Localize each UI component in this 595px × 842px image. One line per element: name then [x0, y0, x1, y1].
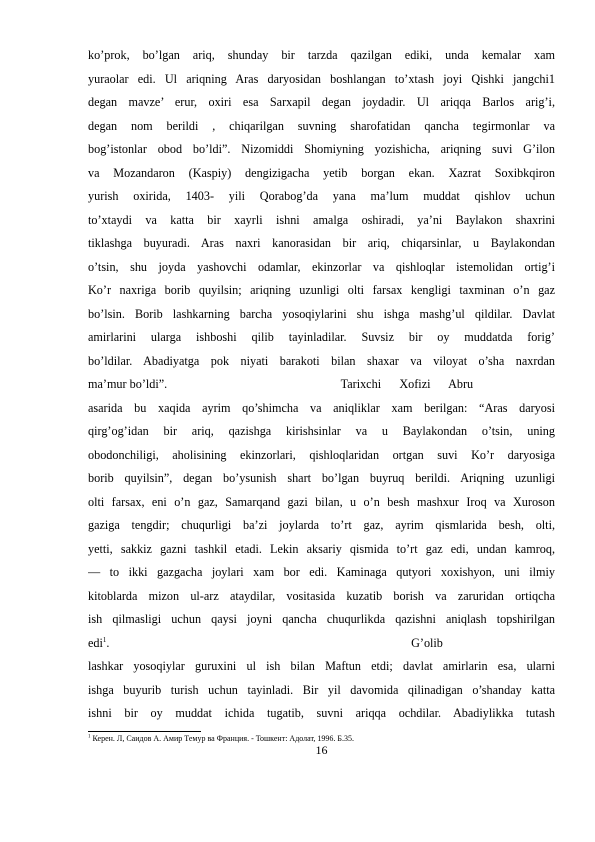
body-line: ko’prok, bo’lgan ariq, shunday bir tarzda qazilgan ediki, unda kemalar xam — [88, 48, 555, 62]
footnote-text: Керен. Л, Саидов А. Амир Темур ва Франция. - Тошкент: Адолат, 1996. Б.35. — [90, 734, 354, 743]
body-line: borib quyilsin”, degan bo’ysunish shart bo’lgan buyruq berildi. Ariqning uzunligi — [88, 471, 555, 485]
body-line: ishni bir oy muddat ichida tugatib, suvni ariqqa ochdilar. Abadiylikka tutash — [88, 706, 555, 720]
body-line: ishga buyurib turish uchun tayinladi. Bir yil davomida qilinadigan o’shanday katta — [88, 682, 555, 697]
body-line: Ko’r naxriga borib quyilsin; ariqning uzunligi olti farsax kengligi taxminan o’n gaz — [88, 283, 555, 297]
footnote-divider — [88, 731, 201, 732]
body-line: o’tsin, shu joyda yashovchi odamlar, ekinzorlar va qishloqlar istemolidan ortig’i — [88, 259, 555, 274]
body-line: lashkar yosoqiylar guruxini ul ish bilan Maftun etdi; davlat amirlarin esa, ularni — [88, 659, 555, 673]
line-text-after: . G’olib — [106, 635, 443, 650]
body-line: — to ikki gazgacha joylari xam bor edi. Kaminaga qutyori xoxishyon, uni ilmiy — [88, 565, 555, 579]
body-line: kitoblarda mizon ul-arz ataydilar, vositasida kuzatib borish va zaruridan ortiqcha — [88, 588, 555, 603]
body-line: bo’lsin. Borib lashkarning barcha yosoqiylarini shu ishga mashg’ul qildilar. Davlat — [88, 306, 555, 321]
body-line: gaziga tengdir; chuqurligi ba’zi joylarda to’rt gaz, ayrim qismlarida besh, olti, — [88, 518, 555, 532]
body-line: obodonchiligi, aholisining ekinzorlari, qishloqlaridan ortgan suvi Ko’r daryosiga — [88, 447, 555, 462]
body-line: yurish oxirida, 1403- yili Qorabog’da yana ma’lum muddat qishlov uchun — [88, 189, 555, 203]
body-line: bog’istonlar obod bo’ldi”. Nizomiddi Shomiyning yozishicha, ariqning suvi G’ilon — [88, 142, 555, 156]
page-number: 16 — [315, 743, 328, 757]
body-line: ma’mur bo’ldi”. Tarixchi Xofizi Abru — [88, 377, 474, 391]
footnote — [88, 734, 354, 743]
body-line: ish qilmasligi uchun qaysi joyni qancha chuqurlikda qazishni aniqlash topshirilgan — [88, 612, 555, 626]
body-line: to’xtaydi va katta bir xayrli ishni amalga oshiradi, ya’ni Baylakon shaxrini — [88, 212, 555, 227]
body-line-with-footnote-ref — [88, 632, 555, 656]
body-line: bo’ldilar. Abadiyatga pok niyati barakoti bilan shaxar va viloyat o’sha naxrdan — [88, 353, 555, 368]
footnote-marker: 1 — [88, 734, 91, 740]
body-line: qirg’og’idan bir ariq, qazishga kirishsinlar va u Baylakondan o’tsin, uning — [88, 424, 555, 438]
body-line: olti farsax, eni o’n gaz, Samarqand gazi bilan, u o’n besh mashxur Iroq va Xuroson — [88, 494, 555, 509]
body-line: asarida bu xaqida ayrim qo’shimcha va aniqliklar xam berilgan: “Aras daryosi — [88, 400, 555, 415]
footnote-ref-marker: 1 — [102, 635, 107, 644]
body-line: yuraolar edi. Ul ariqning Aras daryosidan boshlangan to’xtash joyi Qishki jangchi1 — [88, 71, 555, 86]
body-line: va Mozandaron (Kaspiy) dengizigacha yetib borgan ekan. Xazrat Soxibkqiron — [88, 165, 555, 180]
body-line: amirlarini ularga ishboshi qilib tayinladilar. Suvsiz bir oy muddatda forig’ — [88, 330, 555, 344]
document-body — [88, 44, 555, 726]
line-text-before: edi — [88, 635, 103, 650]
body-line: tiklashga buyuradi. Aras naxri kanorasidan bir ariq, chiqarsinlar, u Baylakondan — [88, 236, 555, 250]
body-line: degan mavze’ erur, oxiri esa Sarxapil degan joydadir. Ul ariqqa Barlos arig’i, — [88, 95, 555, 109]
body-line: yetti, sakkiz gazni tashkil etadi. Lekin aksariy qismida to’rt gaz edi, undan kamroq, — [88, 541, 555, 556]
body-line: degan nom berildi , chiqarilgan suvning sharofatidan qancha tegirmonlar va — [88, 118, 555, 133]
